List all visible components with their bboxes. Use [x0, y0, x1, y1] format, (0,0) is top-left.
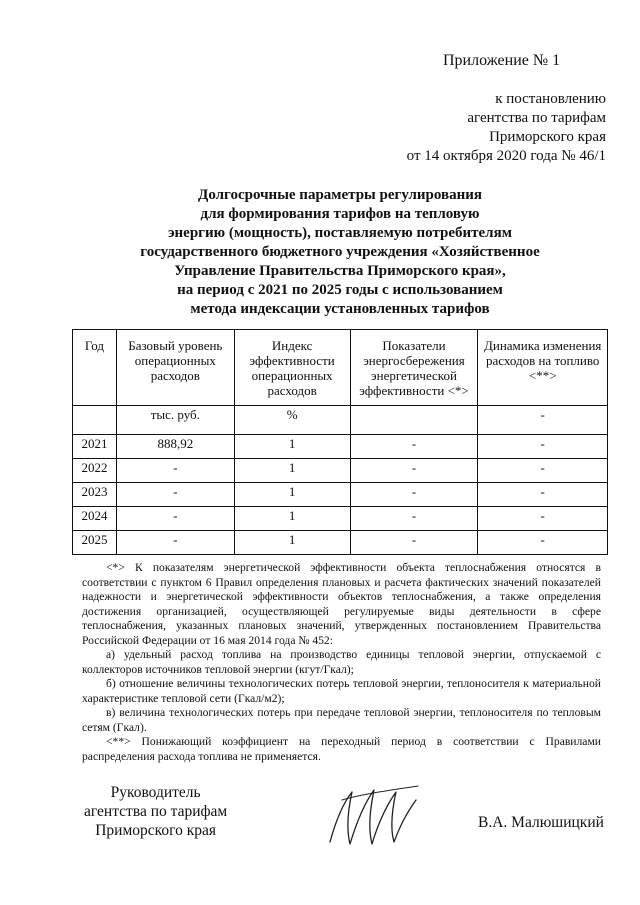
header-fuel-dynamics: Динамика изменения расходов на топливо <**>	[478, 330, 608, 406]
table-cell: -	[478, 406, 608, 435]
table-cell: 1	[234, 435, 350, 459]
table-cell: 2021	[73, 435, 117, 459]
position-line: агентства по тарифам	[84, 803, 228, 820]
table-cell: 1	[234, 507, 350, 531]
table-cell: 1	[234, 459, 350, 483]
title-line: метода индексации установленных тарифов	[190, 301, 490, 317]
table-cell: -	[116, 507, 234, 531]
table-cell: 888,92	[116, 435, 234, 459]
position-line: Руководитель	[110, 784, 201, 801]
table-cell: 2025	[73, 531, 117, 555]
units-row	[73, 406, 608, 435]
handwritten-signature	[322, 780, 422, 852]
table-cell: 1	[234, 483, 350, 507]
table-cell: -	[478, 531, 608, 555]
signatory-position	[84, 783, 227, 840]
table-row	[73, 507, 608, 531]
table-row	[73, 459, 608, 483]
ref-line: агентства по тарифам	[467, 110, 606, 126]
table-cell: -	[478, 483, 608, 507]
footnote-item-c: в) величина технологических потерь при передаче тепловой энергии, теплоносителя по тепловым сетям (Гкал).	[82, 706, 601, 734]
header-energy-saving: Показатели энергосбережения энергетической эффективности <*>	[350, 330, 478, 406]
table-cell: 2024	[73, 507, 117, 531]
table-cell: %	[234, 406, 350, 435]
header-efficiency-index: Индекс эффективности операционных расходов	[234, 330, 350, 406]
footnote-item-a: а) удельный расход топлива на производство единицы тепловой энергии, отпускаемой с коллекторов источников тепловой энергии (кгут/Гкал);	[82, 648, 601, 676]
table-cell: -	[478, 459, 608, 483]
table-cell: -	[478, 507, 608, 531]
position-line: Приморского края	[95, 822, 217, 839]
header-year: Год	[73, 330, 117, 406]
appendix-title: Приложение № 1	[443, 52, 561, 69]
table-cell	[350, 406, 478, 435]
title-line: государственного бюджетного учреждения «Хозяйственное	[140, 244, 540, 260]
table-cell: 2023	[73, 483, 117, 507]
table-row	[73, 435, 608, 459]
ref-line: Приморского края	[489, 129, 606, 145]
table-cell: -	[350, 507, 478, 531]
signatory-name: В.А. Малюшицкий	[478, 814, 604, 831]
footnote-energy-efficiency: <*> К показателям энергетической эффективности объекта теплоснабжения относятся в соответствии с пунктом 6 Правил определения плановых и расчета фактических значений показателей надежности и энергетической эффективности объектов теплоснабжения, а также определения достижения организацией, осуществляющей регулируемые виды деятельности в сфере теплоснабжения, указанных плановых значений, утвержденных постановлением Правительства Российской Федерации от 16 мая 2014 года № 452:	[82, 561, 601, 647]
table-cell: -	[350, 459, 478, 483]
appendix-reference	[407, 90, 606, 166]
title-line: Управление Правительства Приморского края»,	[174, 263, 506, 279]
header-base-level: Базовый уровень операционных расходов	[116, 330, 234, 406]
footnotes	[82, 561, 601, 764]
table-cell: -	[116, 483, 234, 507]
table-cell: -	[350, 531, 478, 555]
title-line: для формирования тарифов на тепловую	[200, 206, 480, 222]
ref-line: от 14 октября 2020 года № 46/1	[406, 148, 606, 164]
title-line: энергию (мощность), поставляемую потребителям	[168, 225, 512, 241]
title-line: Долгосрочные параметры регулирования	[198, 187, 482, 203]
table-cell: 2022	[73, 459, 117, 483]
table-cell: -	[478, 435, 608, 459]
table-cell	[73, 406, 117, 435]
table-cell: -	[116, 459, 234, 483]
table-cell: -	[350, 435, 478, 459]
table-row	[73, 531, 608, 555]
table-cell: тыс. руб.	[116, 406, 234, 435]
ref-line: к постановлению	[495, 91, 606, 107]
table-cell: 1	[234, 531, 350, 555]
table-cell: -	[116, 531, 234, 555]
footnote-fuel: <**> Понижающий коэффициент на переходный период в соответствии с Правилами распределения расхода топлива не применяется.	[82, 735, 601, 763]
title-line: на период с 2021 по 2025 годы с использованием	[177, 282, 503, 298]
table-row	[73, 483, 608, 507]
table-cell: -	[350, 483, 478, 507]
document-title	[100, 186, 580, 319]
parameters-table	[72, 329, 608, 555]
table-header-row	[73, 330, 608, 406]
footnote-item-b: б) отношение величины технологических потерь тепловой энергии, теплоносителя к материальной характеристике тепловой сети (Гкал/м2);	[82, 677, 601, 705]
